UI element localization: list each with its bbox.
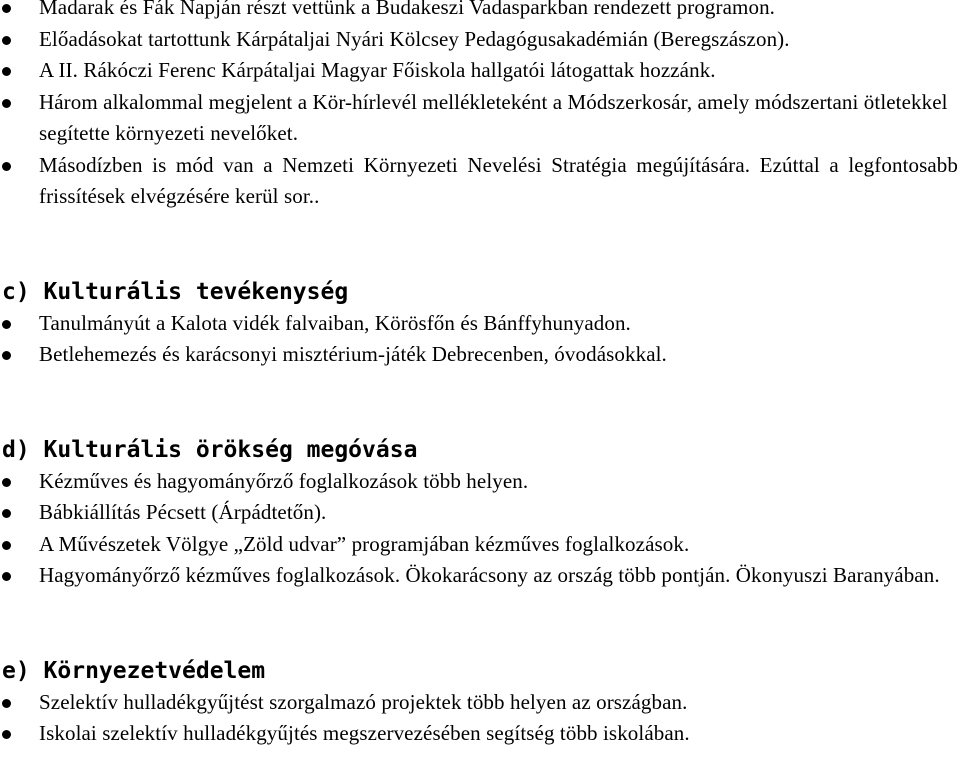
list-item-text: Iskolai szelektív hulladékgyűjtés megszervezésében segítség több iskolában. [39,721,690,745]
list-item-text: Előadásokat tartottunk Kárpátaljai Nyári Kölcsey Pedagógusakadémián (Beregszászon). [39,26,790,51]
list-item [0,466,960,498]
list-item-text: Másodízben is mód van a Nemzeti Környezeti Nevelési Stratégia megújítására. Ezúttal a legfontosabb frissítések elvégzésére kerül sor.. [39,152,958,208]
list-item-text: Szelektív hulladékgyűjtést szorgalmazó projektek több helyen az országban. [39,689,688,714]
list-item-text: A Művészetek Völgye „Zöld udvar” programjában kézműves foglalkozások. [39,531,690,556]
section-c-bullet-list [0,308,960,371]
section-title-kornyezetvedelem: e) Környezetvédelem [2,657,266,684]
bullet-icon [2,99,11,108]
list-item-text: Madarak és Fák Napján részt vettünk a Budakeszi Vadasparkban rendezett programon. [39,0,776,19]
bullet-icon [2,36,11,45]
bullet-icon [2,67,11,76]
list-item [0,529,960,561]
bullet-icon [2,162,11,171]
bullet-icon [2,699,11,708]
bullet-icon [2,4,11,13]
list-item [0,87,960,150]
list-item [0,339,960,371]
list-item [0,24,960,56]
section-title-kulturalis-orokseg: d) Kulturális örökség megóvása [2,436,418,463]
bullet-icon [2,730,11,739]
bullet-icon [2,509,11,518]
section-title-kulturalis-tevekenyseg: c) Kulturális tevékenység [2,278,349,305]
list-item [0,497,960,529]
list-item [0,718,960,750]
intro-bullet-list [0,0,960,213]
list-item [0,150,960,213]
list-item [0,308,960,340]
section-d-bullet-list [0,466,960,592]
list-item [0,0,960,24]
list-item-text: Három alkalommal megjelent a Kör-hírlevél mellékleteként a Módszerkosár, amely módszertani ötletekkel segítette környezeti nevelőket. [39,89,948,145]
list-item-text: Bábkiállítás Pécsett (Árpádtetőn). [39,500,327,524]
list-item [0,687,960,719]
list-item [0,560,960,592]
list-item-text: Tanulmányút a Kalota vidék falvaiban, Körösfőn és Bánffyhunyadon. [39,310,631,335]
bullet-icon [2,351,11,360]
bullet-icon [2,572,11,581]
bullet-icon [2,320,11,329]
list-item-text: A II. Rákóczi Ferenc Kárpátaljai Magyar Főiskola hallgatói látogattak hozzánk. [39,58,716,82]
bullet-icon [2,478,11,487]
section-e-bullet-list [0,687,960,750]
list-item [0,55,960,87]
list-item-text: Hagyományőrző kézműves foglalkozások. Ökokarácsony az ország több pontján. Ökonyuszi Baranyában. [39,563,940,587]
list-item-text: Kézműves és hagyományőrző foglalkozások több helyen. [39,468,529,493]
list-item-text: Betlehemezés és karácsonyi misztérium-játék Debrecenben, óvodásokkal. [39,342,667,366]
bullet-icon [2,541,11,550]
